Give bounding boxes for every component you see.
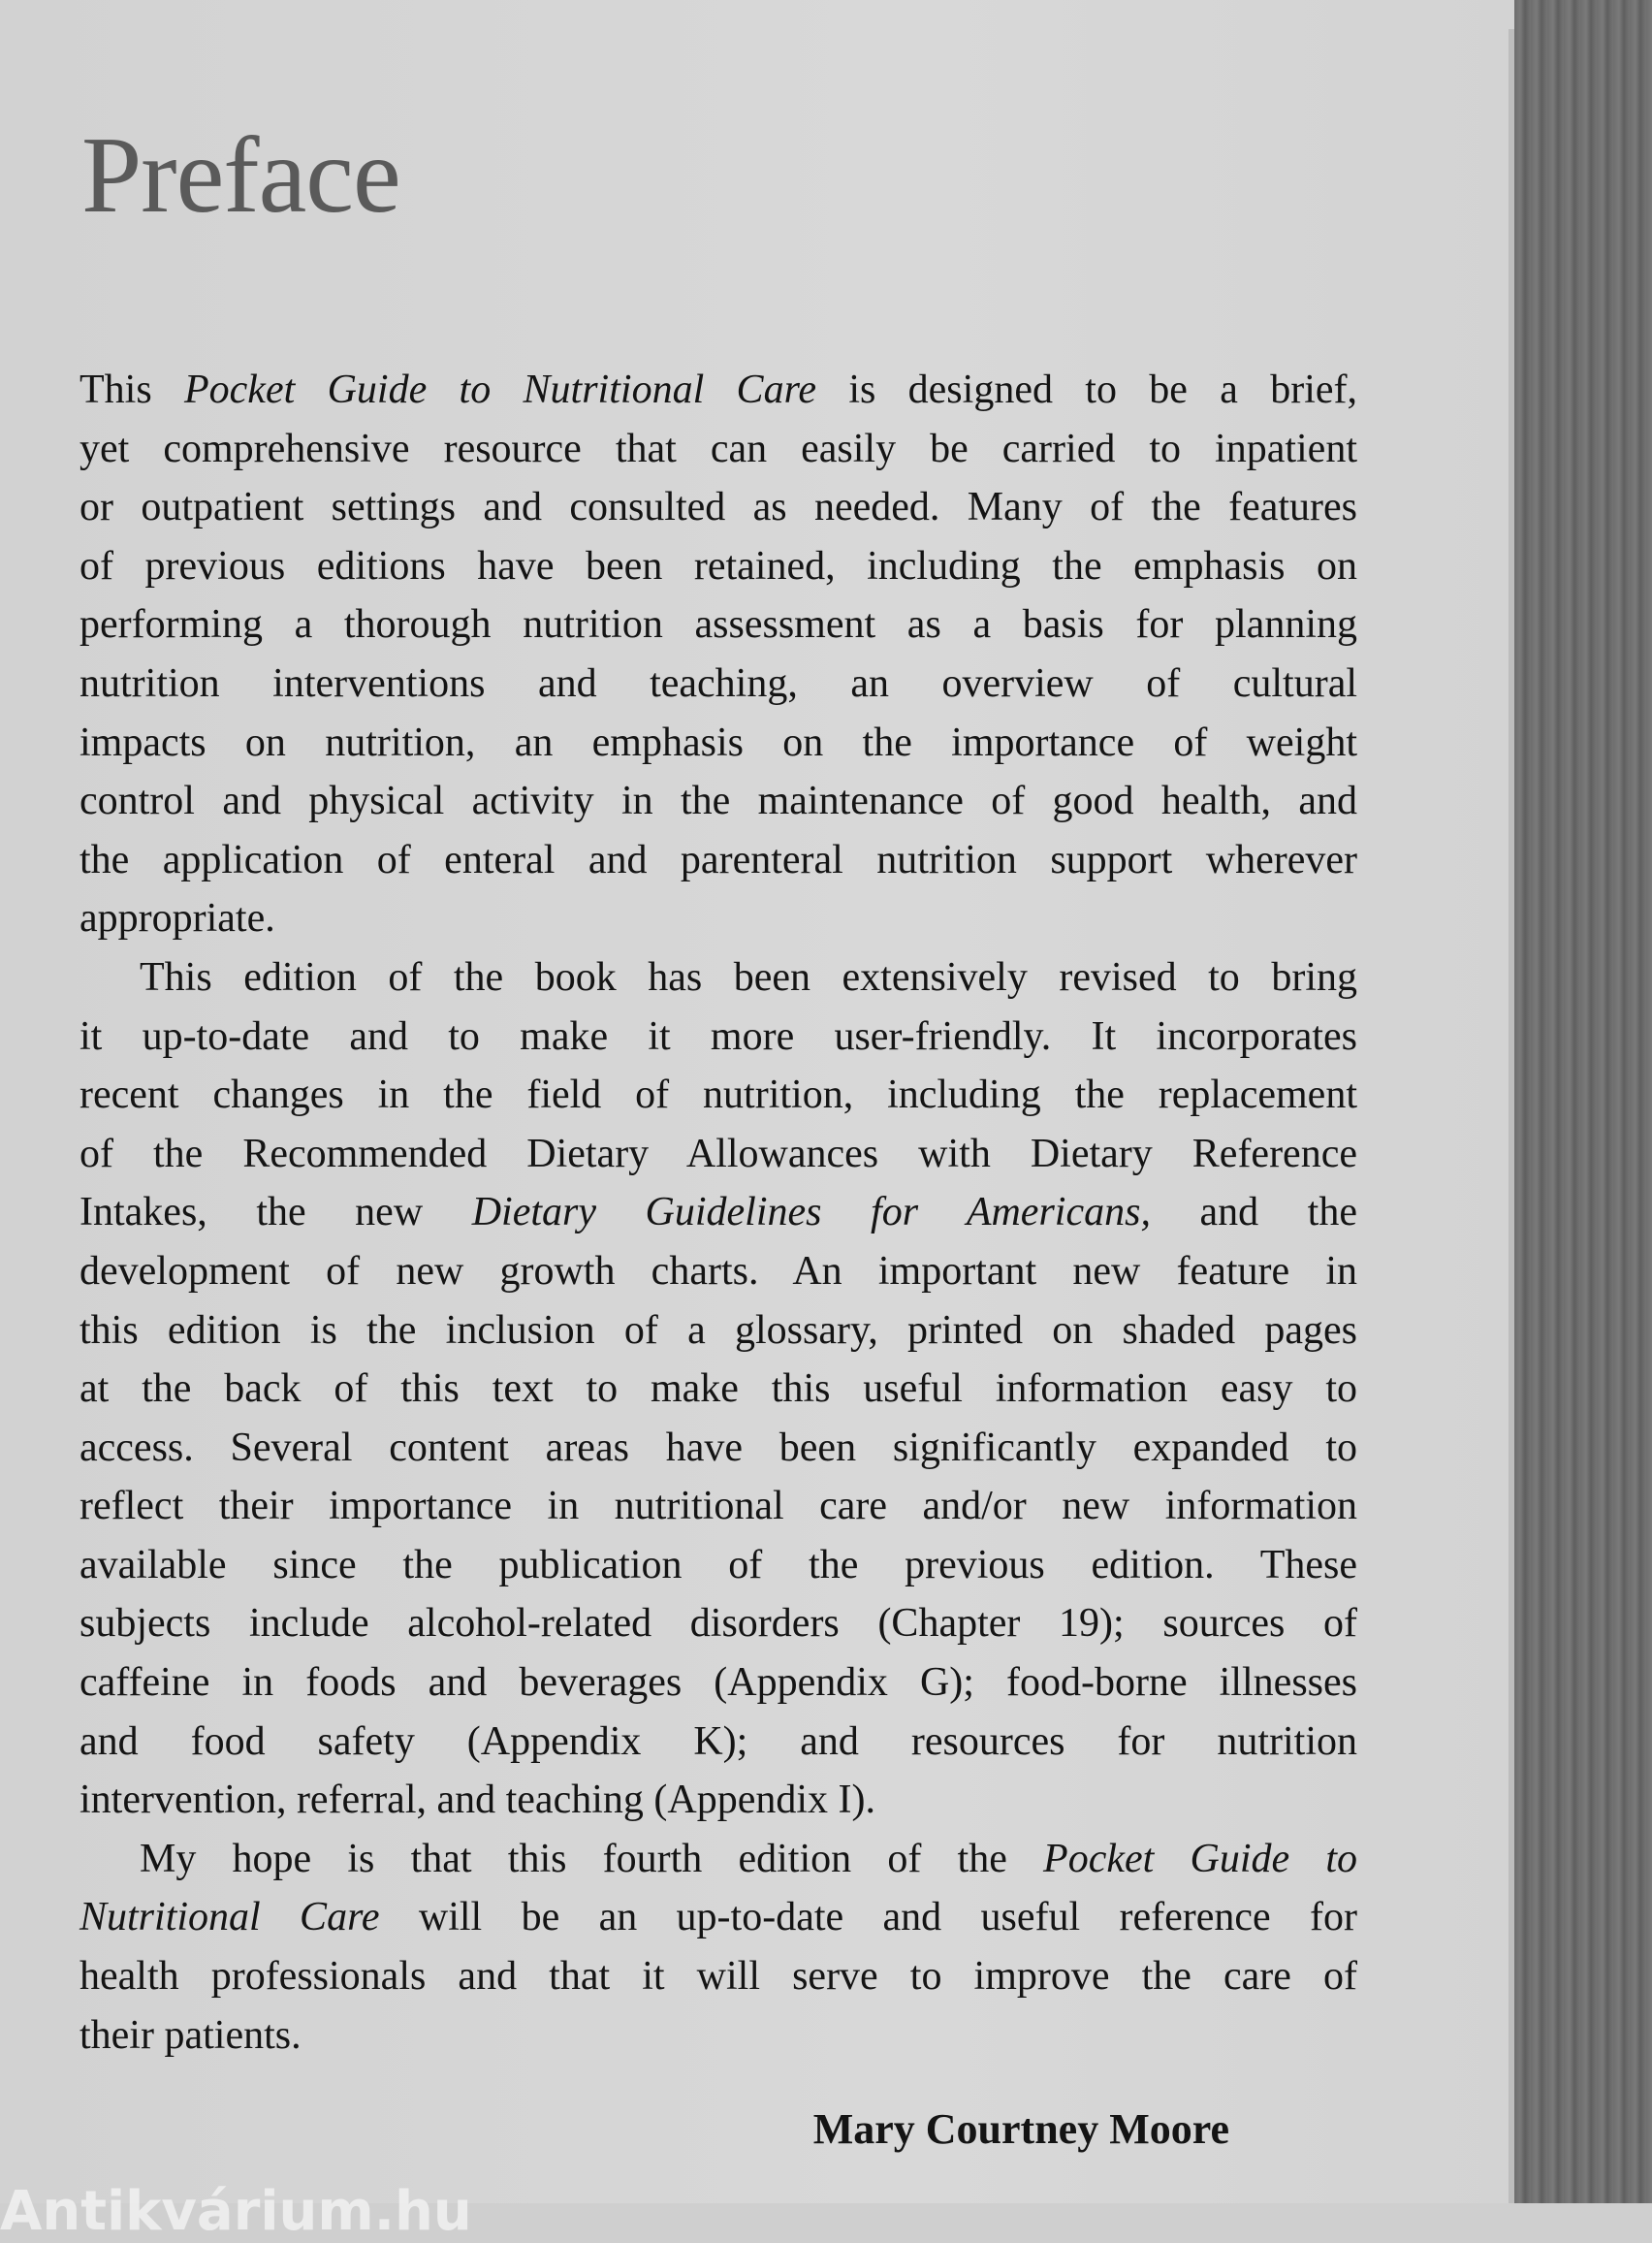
text-line (79, 1125, 1357, 1184)
text-line (79, 1653, 1357, 1713)
text-segment: this edition is the inclusion of a glossary, printed on shaded pages (79, 1307, 1357, 1353)
text-segment: impacts on nutrition, an emphasis on the importance of weight (79, 720, 1357, 765)
text-line (79, 1771, 1357, 1830)
text-segment: nutrition interventions and teaching, an overview of cultural (79, 660, 1357, 706)
text-segment: access. Several content areas have been significantly expanded to (79, 1425, 1357, 1470)
text-segment: and food safety (Appendix K); and resources for nutrition (79, 1718, 1357, 1764)
text-line (79, 1947, 1357, 2006)
text-segment: and the (1150, 1190, 1357, 1235)
text-line (79, 831, 1357, 890)
text-line (79, 1419, 1357, 1478)
author-signature: Mary Courtney Moore (812, 2105, 1229, 2153)
text-segment: is designed to be a brief, (816, 368, 1357, 412)
text-line (79, 1713, 1357, 1772)
paragraph (79, 948, 1357, 1830)
text-line (79, 1594, 1357, 1653)
text-segment: performing a thorough nutrition assessment as a basis for planning (79, 602, 1357, 648)
paragraph (79, 1830, 1357, 2065)
watermark: Antikvárium.hu (0, 2180, 472, 2243)
text-line (79, 1242, 1357, 1301)
paragraph (79, 361, 1357, 948)
text-line (79, 1888, 1357, 1947)
page-title: Preface (81, 115, 400, 237)
text-line (79, 478, 1357, 537)
text-line (79, 1360, 1357, 1419)
text-segment: Intakes, the new (79, 1190, 472, 1235)
preface-body (79, 361, 1357, 2065)
text-segment: recent changes in the field of nutrition, including the replacement (79, 1073, 1357, 1118)
text-segment: reflect their importance in nutritional care and/or new information (79, 1484, 1357, 1529)
text-segment: available since the publication of the previous edition. These (79, 1542, 1357, 1587)
text-line (79, 1008, 1357, 1067)
text-segment: at the back of this text to make this useful information easy to (79, 1366, 1357, 1412)
text-segment: or outpatient settings and consulted as needed. Many of the features (79, 485, 1357, 530)
text-line (79, 948, 1357, 1008)
text-line (79, 1477, 1357, 1536)
text-segment: their patients. (79, 2012, 302, 2058)
text-line (79, 1301, 1357, 1361)
italic-title-text: Nutritional Care (79, 1895, 380, 1940)
text-segment: it up-to-date and to make it more user-friendly. It incorporates (79, 1013, 1357, 1059)
italic-title-text: Dietary Guidelines for Americans, (471, 1190, 1151, 1235)
text-segment: development of new growth charts. An important new feature in (79, 1248, 1357, 1294)
text-segment: intervention, referral, and teaching (Appendix I). (79, 1778, 875, 1823)
text-line (79, 1066, 1357, 1125)
text-segment: caffeine in foods and beverages (Appendix G); food-borne illnesses (79, 1660, 1357, 1706)
text-segment: of previous editions have been retained, including the emphasis on (79, 543, 1357, 589)
text-segment: control and physical activity in the maintenance of good health, and (79, 779, 1357, 824)
text-segment: the application of enteral and parenteral nutrition support wherever (79, 837, 1357, 882)
text-line (79, 2006, 1357, 2066)
text-segment: yet comprehensive resource that can easily be carried to inpatient (79, 426, 1357, 471)
text-line (79, 1536, 1357, 1595)
text-segment: This edition of the book has been extensively revised to bring (140, 954, 1357, 1000)
text-segment: This (79, 368, 184, 412)
text-line (79, 655, 1357, 714)
text-line (79, 889, 1357, 948)
italic-title-text: Pocket Guide to Nutritional Care (184, 368, 816, 412)
text-line (79, 420, 1357, 479)
text-line (79, 595, 1357, 655)
text-segment: My hope is that this fourth edition of the (140, 1836, 1044, 1881)
text-line (79, 361, 1357, 420)
text-segment: will be an up-to-date and useful reference for (379, 1895, 1358, 1940)
text-line (79, 1183, 1357, 1242)
text-line (79, 714, 1357, 773)
text-line (79, 772, 1357, 831)
background-surface (1514, 0, 1652, 2203)
text-segment: of the Recommended Dietary Allowances with Dietary Reference (79, 1131, 1357, 1176)
italic-title-text: Pocket Guide to (1043, 1836, 1358, 1881)
text-line (79, 1830, 1357, 1889)
text-segment: subjects include alcohol-related disorders (Chapter 19); sources of (79, 1601, 1357, 1647)
text-segment: health professionals and that it will serve to improve the care of (79, 1954, 1357, 2000)
text-line (79, 537, 1357, 596)
text-segment: appropriate. (79, 896, 275, 942)
